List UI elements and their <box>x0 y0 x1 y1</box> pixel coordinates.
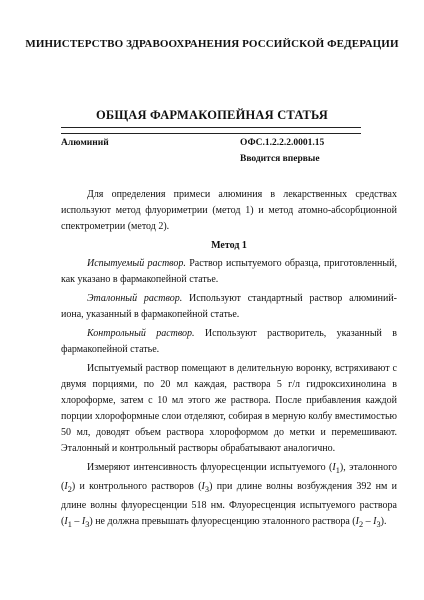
title-rule-bottom <box>61 133 361 134</box>
control-solution-label: Контрольный раствор. <box>87 328 195 339</box>
method-heading: Метод 1 <box>211 240 247 251</box>
intensity-symbol: I <box>355 516 359 527</box>
introduced-note: Вводится впервые <box>240 154 320 164</box>
intensity-subscript: 3 <box>85 520 90 529</box>
article-body <box>61 187 397 536</box>
measure-text-6: ) не должна превышать флуоресценцию эталонного раствора ( <box>89 516 356 527</box>
measure-text-1: Измеряют интенсивность флуоресценции испытуемого ( <box>87 462 333 473</box>
intensity-symbol: I <box>64 516 68 527</box>
intensity-symbol: I <box>64 481 68 492</box>
test-solution-text: Раствор испытуемого образца, приготовленный, как указано в фармакопейной статье. <box>61 258 397 285</box>
measure-text-8: ). <box>380 516 387 527</box>
intensity-symbol: I <box>201 481 205 492</box>
intro-paragraph: Для определения примеси алюминия в лекарственных средствах используют метод флуориметрии (метод 1) и метод атомно-абсорбционной спектрометрии (метод 2). <box>61 189 397 232</box>
intensity-symbol: I <box>81 516 86 527</box>
reference-solution-paragraph <box>61 291 397 323</box>
ministry-header: МИНИСТЕРСТВО ЗДРАВООХРАНЕНИЯ РОССИЙСКОЙ ФЕДЕРАЦИИ <box>25 38 399 50</box>
title-rule-top <box>61 127 361 128</box>
article-code: ОФС.1.2.2.2.0001.15 <box>240 138 325 148</box>
reference-solution-label: Эталонный раствор. <box>87 293 183 304</box>
intensity-subscript: 3 <box>204 485 210 494</box>
measurement-paragraph <box>61 460 397 533</box>
measure-text-4: ) при длине волны возбуждения 392 нм и длине волны флуоресценции 518 нм. Флуоресценция испытуемого раствора ( <box>61 481 397 527</box>
control-solution-paragraph <box>61 326 397 358</box>
intensity-subscript: 2 <box>358 520 364 529</box>
test-solution-label: Испытуемый раствор. <box>87 258 186 269</box>
measure-text-2: ), эталонного ( <box>61 462 398 492</box>
measure-text-5: – <box>71 516 82 527</box>
reference-solution-text: Используют стандартный раствор алюминий-иона, указанный в фармакопейной статье. <box>61 293 398 320</box>
measure-text-7: – <box>363 516 374 527</box>
intensity-symbol: I <box>373 516 377 527</box>
substance-name: Алюминий <box>61 138 109 148</box>
control-solution-text: Используют растворитель, указанный в фармакопейной статье. <box>61 328 397 355</box>
intensity-subscript: 1 <box>67 520 72 529</box>
intensity-subscript: 3 <box>376 520 381 529</box>
article-title: ОБЩАЯ ФАРМАКОПЕЙНАЯ СТАТЬЯ <box>95 108 329 122</box>
procedure-paragraph: Испытуемый раствор помещают в делительную воронку, встряхивают с двумя порциями, по 20 мл каждая, раствора 5 г/л гидроксихинолина в хлороформе, затем с 10 мл этого же раствора. После прибавления каждой порции хлороформные слои отделяют, собирая в мерную колбу вместимостью 50 мл, доводят объем раствора хлороформом до метки и перемешивают. Эталонный и контрольный растворы обрабатывают аналогично. <box>61 363 397 454</box>
measure-text-3: ) и контрольного растворов ( <box>71 481 202 492</box>
intensity-subscript: 1 <box>335 466 340 475</box>
test-solution-paragraph <box>61 256 397 288</box>
intensity-subscript: 2 <box>67 485 72 494</box>
intensity-symbol: I <box>332 462 336 473</box>
